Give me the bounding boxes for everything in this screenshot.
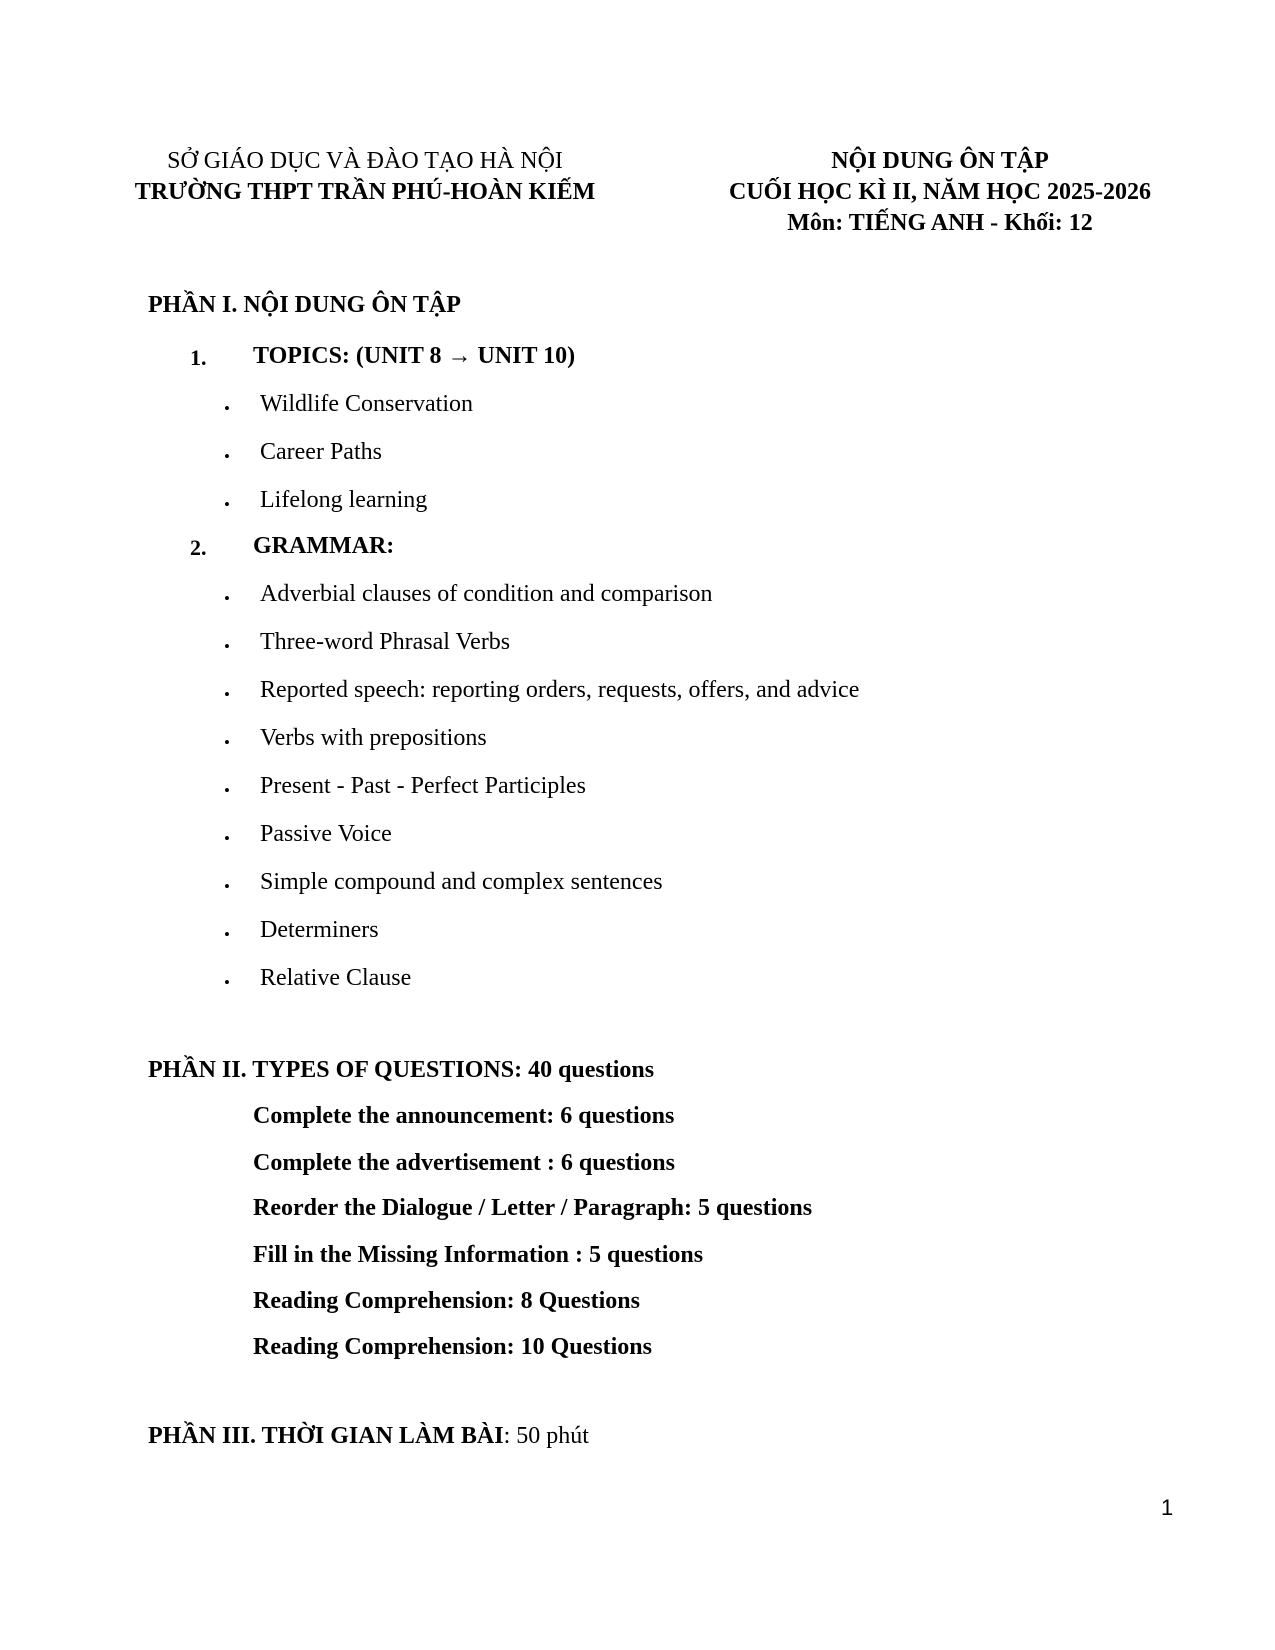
question-type-item: Complete the announcement: 6 questions bbox=[253, 1103, 675, 1129]
part2-heading: PHẦN II. TYPES OF QUESTIONS: 40 questions bbox=[148, 1057, 655, 1083]
list-item: Three-word Phrasal Verbs bbox=[260, 629, 511, 655]
bullet: • bbox=[224, 399, 230, 418]
question-type-item: Reorder the Dialogue / Letter / Paragraph: 5 questions bbox=[253, 1195, 813, 1221]
part1-heading: PHẦN I. NỘI DUNG ÔN TẬP bbox=[148, 292, 461, 318]
list-item: Verbs with prepositions bbox=[260, 725, 487, 751]
bullet: • bbox=[224, 781, 230, 800]
bullet: • bbox=[224, 973, 230, 992]
topics-number: 1. bbox=[190, 345, 207, 370]
bullet: • bbox=[224, 447, 230, 466]
question-type-item: Fill in the Missing Information : 5 questions bbox=[253, 1242, 704, 1268]
bullet: • bbox=[224, 733, 230, 752]
list-item: Reported speech: reporting orders, requests, offers, and advice bbox=[260, 677, 860, 703]
department-name: SỞ GIÁO DỤC VÀ ĐÀO TẠO HÀ NỘI bbox=[167, 148, 563, 174]
bullet: • bbox=[224, 637, 230, 656]
list-item: Lifelong learning bbox=[260, 487, 428, 513]
document-title: NỘI DUNG ÔN TẬP bbox=[831, 148, 1049, 174]
list-item: Simple compound and complex sentences bbox=[260, 869, 663, 895]
list-item: Wildlife Conservation bbox=[260, 391, 473, 417]
list-item: Present - Past - Perfect Participles bbox=[260, 773, 586, 799]
part3-heading: PHẦN III. THỜI GIAN LÀM BÀI bbox=[148, 1423, 504, 1449]
list-item: Determiners bbox=[260, 917, 379, 943]
bullet: • bbox=[224, 589, 230, 608]
topics-title: TOPICS: (UNIT 8 → UNIT 10) bbox=[253, 343, 576, 369]
question-type-item: Reading Comprehension: 10 Questions bbox=[253, 1334, 652, 1360]
page-number: 1 bbox=[1161, 1495, 1174, 1520]
bullet: • bbox=[224, 685, 230, 704]
exam-duration: : 50 phút bbox=[503, 1423, 589, 1449]
list-item: Adverbial clauses of condition and comparison bbox=[260, 581, 713, 607]
bullet: • bbox=[224, 925, 230, 944]
list-item: Career Paths bbox=[260, 439, 382, 465]
question-type-item: Reading Comprehension: 8 Questions bbox=[253, 1288, 640, 1314]
grammar-number: 2. bbox=[190, 535, 207, 560]
semester-line: CUỐI HỌC KÌ II, NĂM HỌC 2025-2026 bbox=[728, 179, 1151, 205]
list-item: Relative Clause bbox=[260, 965, 412, 991]
bullet: • bbox=[224, 877, 230, 896]
subject-line: Môn: TIẾNG ANH - Khối: 12 bbox=[787, 210, 1093, 236]
list-item: Passive Voice bbox=[260, 821, 392, 847]
part3-line bbox=[148, 1423, 589, 1450]
bullet: • bbox=[224, 495, 230, 514]
bullet: • bbox=[224, 829, 230, 848]
grammar-title: GRAMMAR: bbox=[253, 533, 395, 559]
question-type-item: Complete the advertisement : 6 questions bbox=[253, 1150, 675, 1176]
school-name: TRƯỜNG THPT TRẦN PHÚ-HOÀN KIẾM bbox=[134, 179, 596, 205]
